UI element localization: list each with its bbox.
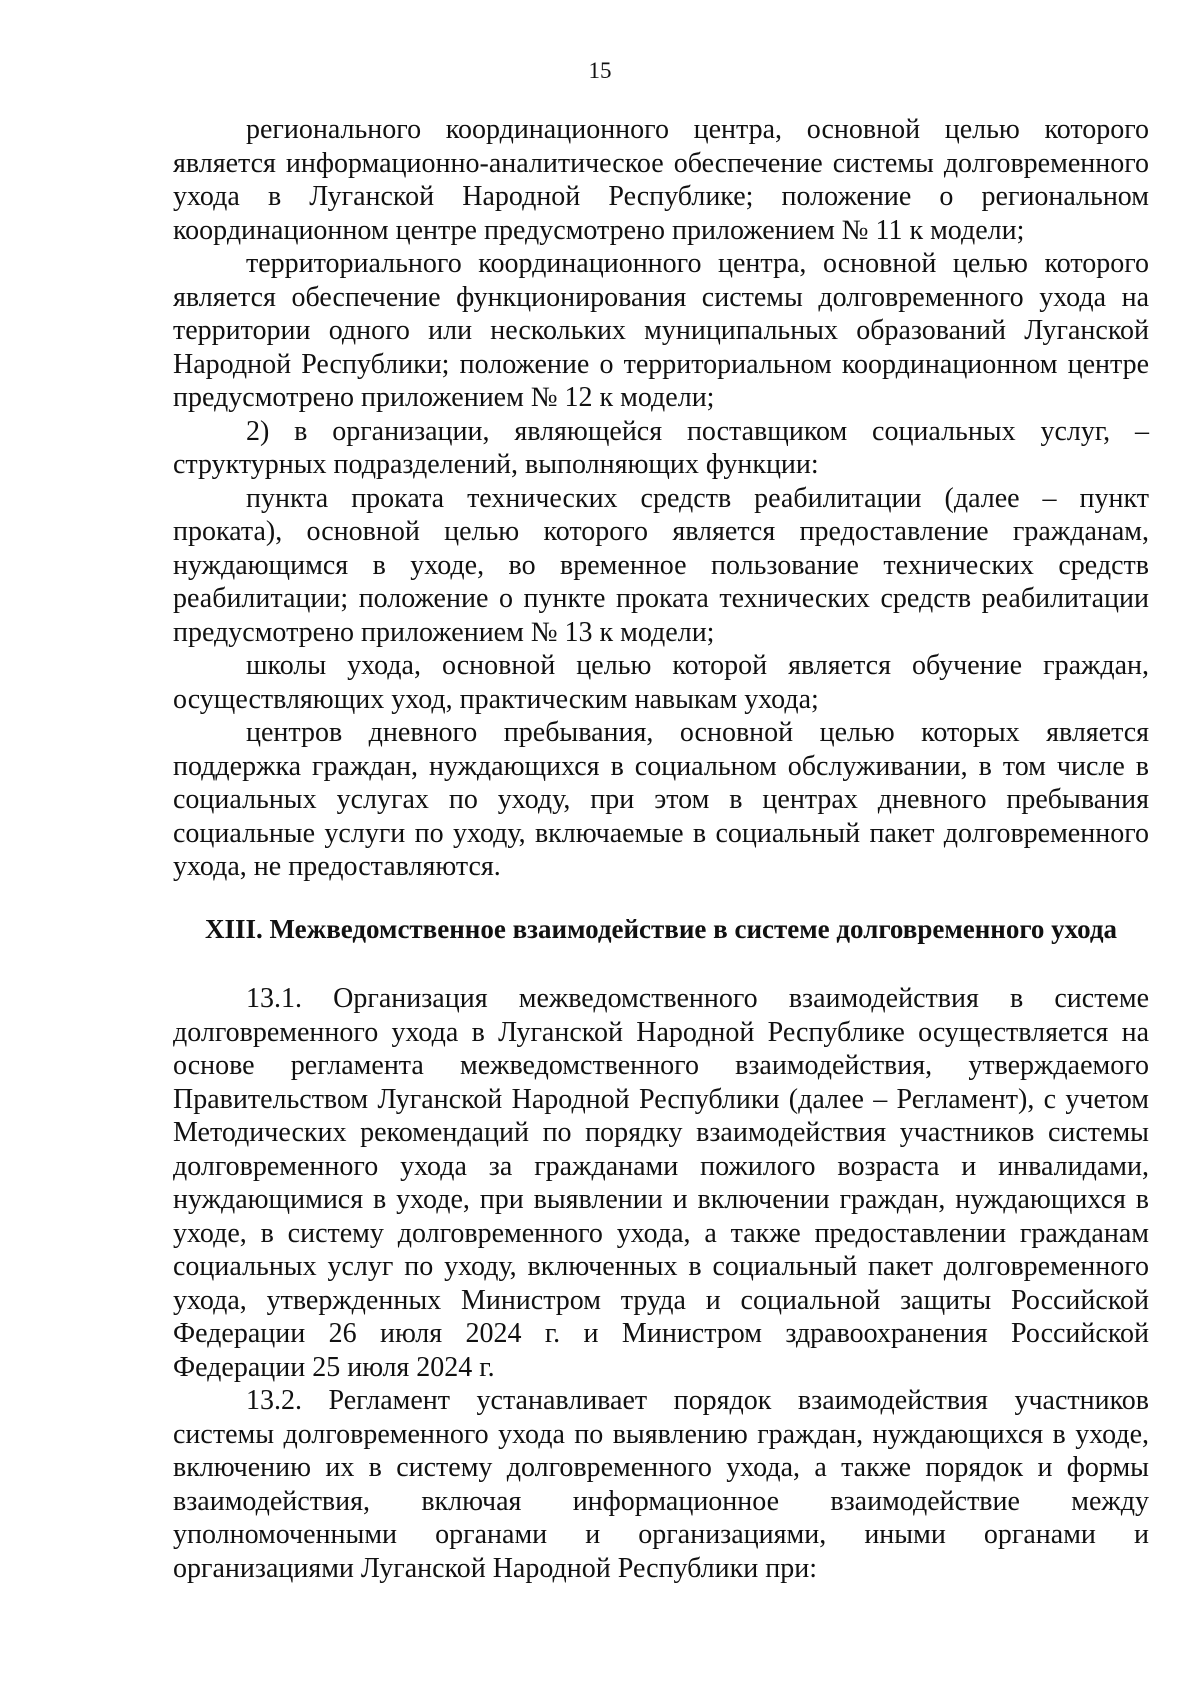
paragraph-territorial-center: территориального координационного центра, основной целью которого является обеспечение функционирования системы долговременного ухода на территории одного или нескольких муниципальных образований Луганской Народной Республики; положение о территориальном координационном центре предусмотрено приложением № 12 к модели; [173, 248, 1149, 413]
paragraph-regional-center: регионального координационного центра, основной целью которого является информационно-аналитическое обеспечение системы долговременного ухода в Луганской Народной Республике; положение о региональном координационном центре предусмотрено приложением № 11 к модели; [173, 114, 1149, 246]
paragraph-day-centers: центров дневного пребывания, основной целью которых является поддержка граждан, нуждающихся в социальном обслуживании, в том числе в социальных услугах по уходу, при этом в центрах дневного пребывания социальные услуги по уходу, включаемые в социальный пакет долговременного ухода, не предоставляются. [173, 717, 1149, 882]
paragraph-service-provider: 2) в организации, являющейся поставщиком социальных услуг, – структурных подразделений, выполняющих функции: [173, 415, 1149, 480]
paragraph-rental-point: пункта проката технических средств реабилитации (далее – пункт проката), основной целью которого является предоставление гражданам, нуждающимся в уходе, во временное пользование технических средств реабилитации; положение о пункте проката технических средств реабилитации предусмотрено приложением № 13 к модели; [173, 482, 1149, 648]
body-text-top [173, 113, 1149, 884]
paragraph-care-school: школы ухода, основной целью которой является обучение граждан, осуществляющих уход, практическим навыкам ухода; [173, 650, 1149, 715]
body-text-bottom [173, 982, 1149, 1585]
paragraph-13-2: 13.2. Регламент устанавливает порядок взаимодействия участников системы долговременного ухода по выявлению граждан, нуждающихся в уходе, включению их в систему долговременного ухода, а также порядок и формы взаимодействия, включая информационное взаимодействие между уполномоченными органами и организациями, иными органами и организациями Луганской Народной Республики при: [173, 1385, 1149, 1584]
page-number: 15 [588, 58, 612, 83]
paragraph-13-1: 13.1. Организация межведомственного взаимодействия в системе долговременного ухода в Луганской Народной Республике осуществляется на основе регламента межведомственного взаимодействия, утверждаемого Правительством Луганской Народной Республики (далее – Регламент), с учетом Методических рекомендаций по порядку взаимодействия участников системы долговременного ухода за гражданами пожилого возраста и инвалидами, нуждающимися в уходе, при выявлении и включении граждан, нуждающихся в уходе, в систему долговременного ухода, а также предоставлении гражданам социальных услуг по уходу, включенных в социальный пакет долговременного ухода, утвержденных Министром труда и социальной защиты Российской Федерации 26 июля 2024 г. и Министром здравоохранения Российской Федерации 25 июля 2024 г. [173, 983, 1149, 1383]
section-heading: XIII. Межведомственное взаимодействие в системе долговременного ухода [204, 914, 1118, 944]
